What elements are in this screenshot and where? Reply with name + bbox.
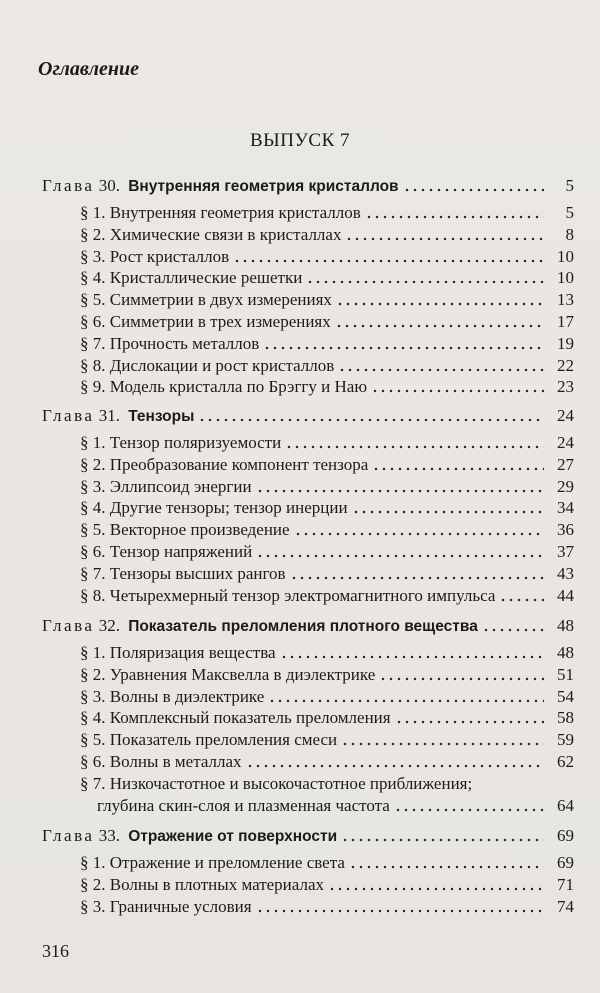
section-title: § 6. Волны в металлах — [80, 752, 242, 771]
section-entry[interactable] — [0, 541, 600, 563]
section-entry[interactable] — [0, 874, 600, 896]
section-title: § 2. Химические связи в кристаллах — [80, 224, 342, 244]
section-title: § 6. Симметрии в трех измерениях — [80, 312, 331, 331]
leader-dots — [403, 175, 544, 197]
section-title: § 2. Преобразование компонент тензора — [80, 454, 369, 474]
page-ref: 5 — [565, 176, 574, 195]
leader-dots — [379, 664, 544, 686]
page-ref: 29 — [557, 476, 574, 496]
section-entry[interactable] — [0, 289, 600, 311]
section-entry[interactable] — [0, 563, 600, 585]
page-ref: 23 — [557, 377, 574, 397]
page-ref: 36 — [557, 520, 574, 540]
chapter-entry[interactable] — [0, 615, 600, 637]
chapter-label: Глава — [42, 826, 95, 845]
section-entry[interactable] — [0, 376, 600, 398]
leader-dots — [341, 825, 544, 847]
section-title: § 7. Тензоры высших рангов — [80, 563, 286, 583]
leader-dots — [268, 686, 544, 708]
section-entry[interactable] — [0, 686, 600, 708]
leader-dots — [198, 405, 544, 427]
section-title-continuation: глубина скин-слоя и плазменная частота — [97, 795, 390, 815]
section-title: § 4. Другие тензоры; тензор инерции — [80, 498, 348, 518]
leader-dots — [372, 454, 544, 476]
leader-dots — [365, 202, 544, 224]
section-entry[interactable] — [0, 773, 600, 795]
leader-dots — [256, 476, 544, 498]
leader-dots — [280, 642, 544, 664]
leader-dots — [345, 224, 544, 246]
section-entry[interactable] — [0, 642, 600, 664]
section-title: § 7. Прочность металлов — [80, 333, 260, 353]
chapter-label: Глава — [42, 616, 95, 635]
section-entry[interactable] — [0, 454, 600, 476]
section-entry[interactable] — [0, 751, 600, 773]
chapter-title: Показатель преломления плотного вещества — [128, 618, 478, 635]
section-entry[interactable] — [0, 519, 600, 541]
section-title: § 1. Внутренняя геометрия кристаллов — [80, 203, 361, 222]
section-title: § 2. Волны в плотных материалах — [80, 874, 324, 894]
chapter-title: Отражение от поверхности — [128, 828, 338, 845]
section-entry[interactable] — [0, 224, 600, 246]
page-ref: 24 — [557, 433, 574, 452]
leader-dots — [336, 289, 544, 311]
section-entry-continuation — [0, 795, 600, 817]
chapter-entry[interactable] — [0, 175, 600, 197]
chapter-number: 31. — [98, 406, 120, 425]
section-entry[interactable] — [0, 896, 600, 918]
leader-dots — [335, 311, 544, 333]
leader-dots — [256, 896, 544, 918]
section-title: § 6. Тензор напряжений — [80, 542, 253, 561]
page-ref: 43 — [557, 563, 574, 583]
section-title: § 7. Низкочастотное и высокочастотное приближения; — [80, 773, 473, 793]
page-ref: 71 — [557, 874, 574, 894]
page-ref: 17 — [557, 312, 574, 331]
section-entry[interactable] — [0, 476, 600, 498]
section-title: § 1. Тензор поляризуемости — [80, 433, 282, 452]
section-entry[interactable] — [0, 585, 600, 607]
page-ref: 22 — [557, 355, 574, 375]
leader-dots — [349, 852, 544, 874]
volume-title: ВЫПУСК 7 — [249, 130, 350, 151]
section-title: § 3. Граничные условия — [80, 896, 252, 916]
page-ref: 34 — [557, 498, 574, 518]
page-ref: 69 — [557, 826, 574, 845]
page-ref: 24 — [557, 406, 574, 425]
section-entry[interactable] — [0, 497, 600, 519]
page-ref: 5 — [565, 203, 574, 222]
leader-dots — [394, 795, 544, 817]
page-ref: 58 — [557, 708, 574, 728]
page-ref: 62 — [557, 752, 574, 771]
section-title: § 5. Векторное произведение — [80, 520, 290, 540]
section-title: § 8. Четырехмерный тензор электромагнитного импульса — [80, 585, 496, 605]
page-ref: 19 — [557, 333, 574, 353]
section-entry[interactable] — [0, 246, 600, 268]
page-ref: 51 — [557, 664, 574, 684]
page-ref: 10 — [557, 246, 574, 266]
leader-dots — [395, 707, 544, 729]
page-number: 316 — [42, 941, 69, 961]
section-entry[interactable] — [0, 202, 600, 224]
page-ref: 13 — [557, 290, 574, 310]
section-title: § 8. Дислокации и рост кристаллов — [80, 355, 335, 375]
page-ref: 27 — [557, 454, 574, 474]
section-title: § 3. Рост кристаллов — [80, 246, 230, 266]
leader-dots — [285, 432, 544, 454]
section-entry[interactable] — [0, 432, 600, 454]
page-ref: 48 — [557, 643, 574, 662]
leader-dots — [294, 519, 544, 541]
page-ref: 64 — [557, 795, 574, 815]
leader-dots — [256, 541, 544, 563]
section-entry[interactable] — [0, 267, 600, 289]
section-title: § 3. Эллипсоид энергии — [80, 476, 252, 496]
section-entry[interactable] — [0, 852, 600, 874]
section-entry[interactable] — [0, 707, 600, 729]
section-title: § 5. Показатель преломления смеси — [80, 730, 338, 750]
page-ref: 44 — [557, 585, 574, 605]
section-title: § 4. Комплексный показатель преломления — [80, 708, 391, 728]
leader-dots — [352, 497, 544, 519]
section-entry[interactable] — [0, 355, 600, 377]
leader-dots — [290, 563, 544, 585]
chapter-entry[interactable] — [0, 825, 600, 847]
chapter-title: Тензоры — [128, 408, 195, 425]
chapter-entry[interactable] — [0, 405, 600, 427]
page-ref: 54 — [557, 686, 574, 706]
section-title: § 1. Отражение и преломление света — [80, 853, 345, 872]
section-entry[interactable] — [0, 729, 600, 751]
section-title: § 5. Симметрии в двух измерениях — [80, 290, 332, 310]
section-title: § 3. Волны в диэлектрике — [80, 686, 265, 706]
page-ref: 69 — [557, 853, 574, 872]
leader-dots — [328, 874, 544, 896]
chapter-number: 33. — [98, 826, 120, 845]
chapter-number: 30. — [98, 176, 120, 195]
section-entry[interactable] — [0, 311, 600, 333]
chapter-label: Глава — [42, 406, 95, 425]
section-entry[interactable] — [0, 333, 600, 355]
leader-dots — [338, 355, 544, 377]
page-ref: 59 — [557, 730, 574, 750]
leader-dots — [341, 729, 544, 751]
running-head: Оглавление — [38, 58, 140, 80]
page-ref: 10 — [557, 268, 574, 288]
section-title: § 1. Поляризация вещества — [80, 643, 276, 662]
section-title: § 4. Кристаллические решетки — [80, 268, 303, 288]
chapter-number: 32. — [98, 616, 120, 635]
section-entry[interactable] — [0, 664, 600, 686]
chapter-title: Внутренняя геометрия кристаллов — [128, 178, 399, 195]
leader-dots — [246, 751, 544, 773]
page-ref: 74 — [557, 896, 574, 916]
leader-dots — [233, 246, 544, 268]
leader-dots — [371, 376, 544, 398]
section-title: § 2. Уравнения Максвелла в диэлектрике — [80, 664, 376, 684]
page-ref: 8 — [565, 224, 574, 244]
page-ref: 37 — [557, 542, 574, 561]
section-title: § 9. Модель кристалла по Брэггу и Наю — [80, 377, 368, 397]
page-ref: 48 — [557, 616, 574, 635]
leader-dots — [306, 267, 544, 289]
leader-dots — [263, 333, 544, 355]
chapter-label: Глава — [42, 176, 95, 195]
